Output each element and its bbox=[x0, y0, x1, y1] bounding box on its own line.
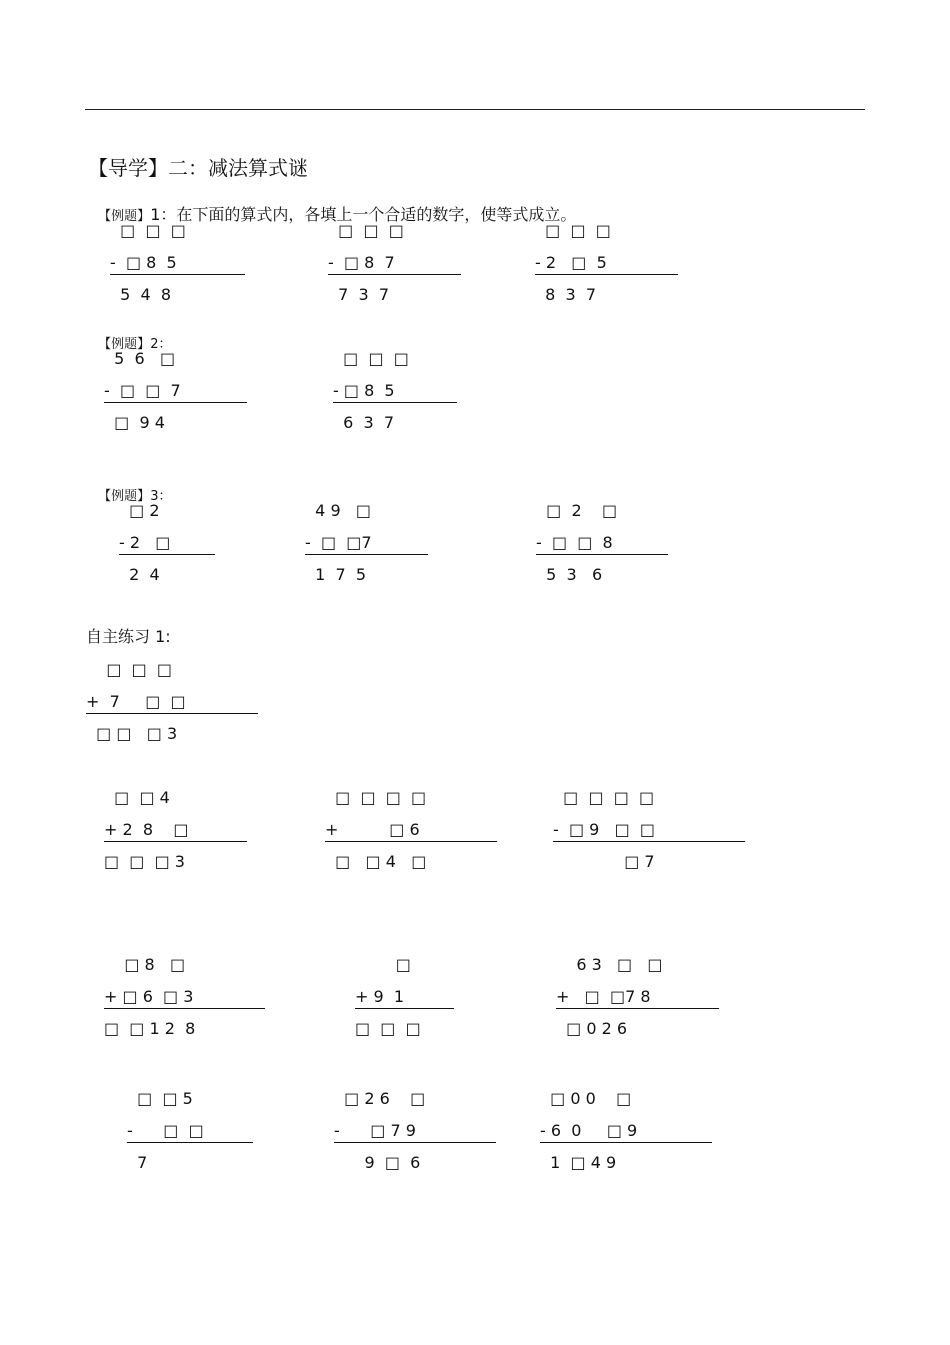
example-label: 【例题】 bbox=[98, 337, 151, 352]
puzzle-result-row: 5 3 6 bbox=[536, 565, 603, 584]
puzzle-operator-row: - 2 □ 5 bbox=[535, 255, 678, 275]
puzzle-operator-row: + □ □7 8 bbox=[556, 989, 719, 1009]
example-label: 【例题】 bbox=[98, 209, 151, 224]
puzzle-result-row: □ □ □ 3 bbox=[86, 724, 178, 743]
puzzle-result-row: 7 3 7 bbox=[328, 285, 390, 304]
puzzle-operator-row: - □ □ 8 bbox=[536, 535, 668, 555]
puzzle-top-row: 6 3 □ □ bbox=[556, 955, 663, 974]
puzzle-result-row: 8 3 7 bbox=[535, 285, 597, 304]
puzzle-operator-row: + 9 1 bbox=[355, 989, 454, 1009]
puzzle-operator-row: + □ 6 bbox=[325, 822, 497, 842]
example-3-heading bbox=[88, 471, 171, 503]
puzzle-operator-row: + 2 8 □ bbox=[104, 822, 247, 842]
puzzle-operator-row: - 2 □ bbox=[119, 535, 215, 555]
puzzle-top-row: □ bbox=[355, 955, 411, 974]
puzzle-result-row: 1 □ 4 9 bbox=[540, 1153, 617, 1172]
puzzle-operator-row: - □ 8 5 bbox=[110, 255, 245, 275]
puzzle-top-row: □ □ 5 bbox=[127, 1089, 193, 1108]
puzzle-result-row: 5 4 8 bbox=[110, 285, 172, 304]
puzzle-top-row: □ 8 □ bbox=[104, 955, 186, 974]
puzzle-top-row: □ □ 4 bbox=[104, 788, 170, 807]
puzzle-top-row: □ 2 □ bbox=[536, 501, 618, 520]
puzzle-operator-row: - □ □ bbox=[127, 1123, 253, 1143]
puzzle-top-row: □ □ □ bbox=[333, 349, 409, 368]
puzzle-operator-row: - □ 8 5 bbox=[333, 383, 457, 403]
puzzle-result-row: □ □ 4 □ bbox=[325, 852, 427, 871]
puzzle-operator-row: - □ □7 bbox=[305, 535, 428, 555]
practice-heading: 自主练习 1: bbox=[86, 627, 171, 646]
puzzle-operator-row: - □ □ 7 bbox=[104, 383, 247, 403]
puzzle-top-row: □ 2 6 □ bbox=[334, 1089, 426, 1108]
puzzle-operator-row: + 7 □ □ bbox=[86, 694, 258, 714]
puzzle-operator-row: + □ 6 □ 3 bbox=[104, 989, 265, 1009]
puzzle-operator-row: - □ 7 9 bbox=[334, 1123, 496, 1143]
header-rule bbox=[85, 109, 865, 110]
puzzle-result-row: 9 □ 6 bbox=[334, 1153, 421, 1172]
puzzle-top-row: □ □ □ bbox=[535, 221, 611, 240]
section-title: 【导学】二：减法算式谜 bbox=[88, 156, 308, 180]
puzzle-result-row: □ □ 1 2 8 bbox=[104, 1019, 196, 1038]
puzzle-operator-row: - 6 0 □ 9 bbox=[540, 1123, 712, 1143]
puzzle-result-row: 6 3 7 bbox=[333, 413, 395, 432]
puzzle-top-row: □ □ □ bbox=[110, 221, 186, 240]
example-label: 【例题】 bbox=[98, 489, 151, 504]
puzzle-result-row: □ □ □ 3 bbox=[104, 852, 185, 871]
puzzle-top-row: □ □ □ □ bbox=[553, 788, 655, 807]
puzzle-top-row: □ □ □ bbox=[86, 660, 173, 679]
puzzle-result-row: □ 0 2 6 bbox=[556, 1019, 628, 1038]
puzzle-result-row: □ 9 4 bbox=[104, 413, 165, 432]
puzzle-operator-row: - □ 9 □ □ bbox=[553, 822, 745, 842]
example-text: 1：在下面的算式内，各填上一个合适的数字，使等式成立。 bbox=[150, 205, 577, 224]
puzzle-result-row: 2 4 bbox=[119, 565, 160, 584]
puzzle-result-row: 1 7 5 bbox=[305, 565, 367, 584]
puzzle-result-row: □ □ □ bbox=[355, 1019, 421, 1038]
puzzle-top-row: □ 0 0 □ bbox=[540, 1089, 632, 1108]
puzzle-operator-row: - □ 8 7 bbox=[328, 255, 461, 275]
puzzle-result-row: 7 bbox=[127, 1153, 148, 1172]
puzzle-top-row: 5 6 □ bbox=[104, 349, 176, 368]
puzzle-top-row: □ 2 bbox=[119, 501, 160, 520]
example-2-heading bbox=[88, 319, 171, 351]
puzzle-top-row: 4 9 □ bbox=[305, 501, 371, 520]
puzzle-result-row: □ 7 bbox=[553, 852, 655, 871]
puzzle-top-row: □ □ □ □ bbox=[325, 788, 427, 807]
puzzle-top-row: □ □ □ bbox=[328, 221, 404, 240]
example-text: 2： bbox=[150, 337, 172, 352]
example-text: 3： bbox=[150, 489, 172, 504]
example-1-heading bbox=[88, 191, 576, 223]
